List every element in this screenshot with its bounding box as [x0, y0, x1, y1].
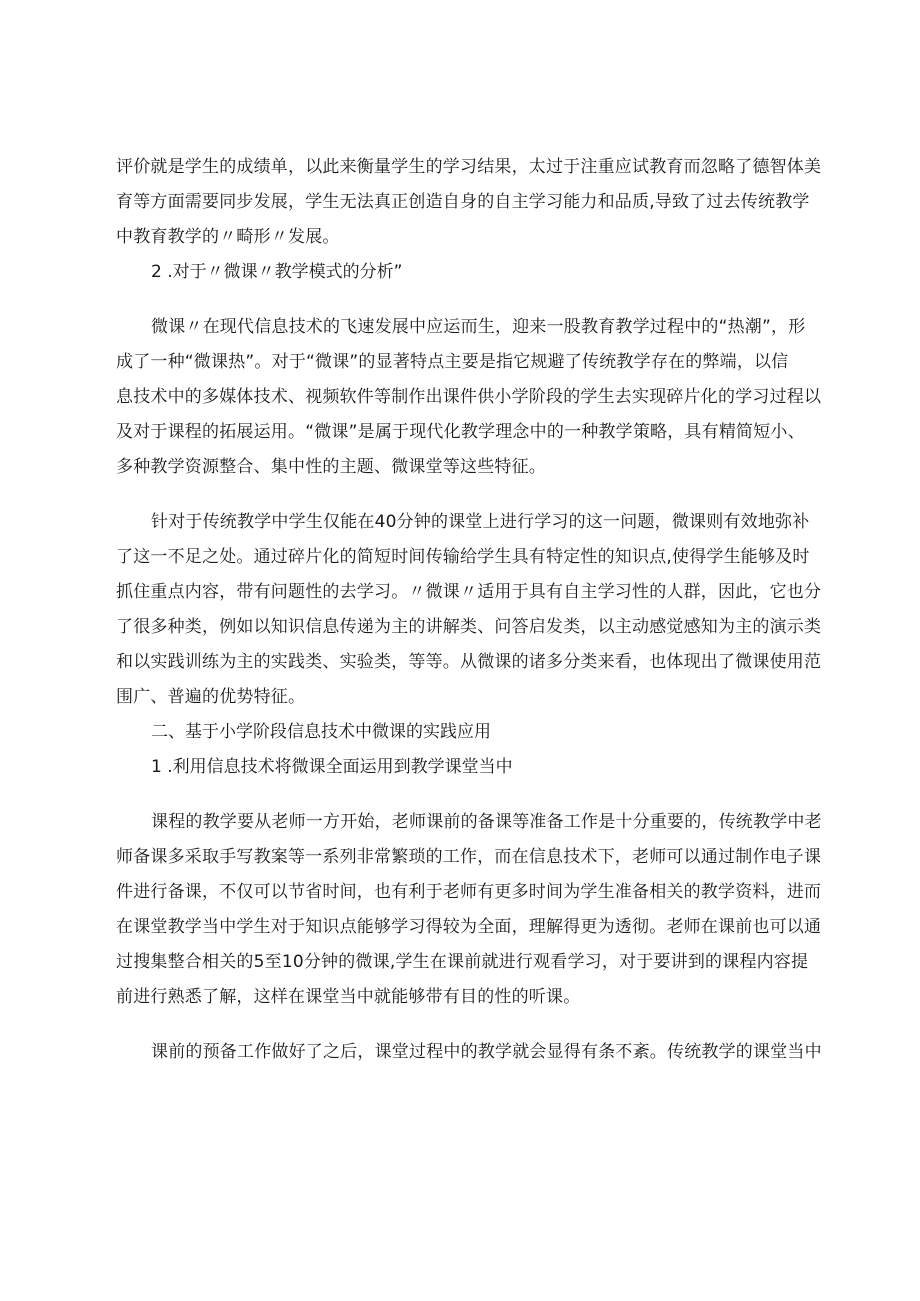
text-line: 多种教学资源整合、集中性的主题、微课堂等这些特征。	[116, 457, 546, 477]
text-line: 抓住重点内容，带有问题性的去学习。〃微课〃适用于具有自主学习性的人群，因此，它也分	[116, 582, 822, 602]
text-line: 课前的预备工作做好了之后，课堂过程中的教学就会显得有条不紊。传统教学的课堂当中	[151, 1042, 822, 1062]
text-line: 针对于传统教学中学生仅能在40分钟的课堂上进行学习的这一问题，微课则有效地弥补	[151, 512, 810, 532]
text-line: 及对于课程的拓展运用。“微课”是属于现代化教学理念中的一种教学策略，具有精简短小、	[116, 422, 805, 442]
text-line: 件进行备课，不仅可以节省时间，也有利于老师有更多时间为学生准备相关的教学资料，进而	[116, 882, 822, 902]
text-line: 育等方面需要同步发展，学生无法真正创造自身的自主学习能力和品质,导致了过去传统教学	[116, 192, 810, 212]
text-line: 息技术中的多媒体技术、视频软件等制作出课件供小学阶段的学生去实现碎片化的学习过程以	[116, 387, 822, 407]
subsection-heading-classroom-use: 1 .利用信息技术将微课全面运用到教学课堂当中	[151, 757, 513, 777]
text-line: 中教育教学的〃畸形〃发展。	[116, 227, 340, 247]
text-line: 了这一不足之处。通过碎片化的简短时间传输给学生具有特定性的知识点,使得学生能够及时	[116, 547, 810, 567]
text-line: 了很多种类，例如以知识信息传递为主的讲解类、问答启发类，以主动感觉感知为主的演示类	[116, 617, 822, 637]
text-line: 成了一种“微课热”。对于“微课”的显著特点主要是指它规避了传统教学存在的弊端，以信	[116, 352, 789, 372]
text-line: 师备课多采取手写教案等一系列非常繁琐的工作，而在信息技术下，老师可以通过制作电子课	[116, 847, 822, 867]
paragraph-lesson-preparation	[116, 805, 820, 1015]
text-line: 前进行熟悉了解，这样在课堂当中就能够带有目的性的听课。	[116, 987, 581, 1007]
text-line: 课程的教学要从老师一方开始，老师课前的备课等准备工作是十分重要的，传统教学中老	[151, 812, 822, 832]
section-heading-micro-lesson-analysis: 2 .对于〃微课〃教学模式的分析”	[151, 262, 403, 282]
paragraph-micro-lesson-types	[116, 505, 820, 715]
text-line: 围广、普遍的优势特征。	[116, 687, 306, 707]
text-line: 过搜集整合相关的5至10分钟的微课,学生在课前就进行观看学习，对于要讲到的课程内容提	[116, 952, 809, 972]
text-line: 评价就是学生的成绩单，以此来衡量学生的学习结果，太过于注重应试教育而忽略了德智体美	[116, 157, 822, 177]
text-line: 在课堂教学当中学生对于知识点能够学习得较为全面，理解得更为透彻。老师在课前也可以通	[116, 917, 822, 937]
paragraph-grading	[116, 150, 820, 255]
paragraph-classroom-process	[116, 1035, 820, 1070]
text-line: 和以实践训练为主的实践类、实验类，等等。从微课的诸多分类来看，也体现出了微课使用范	[116, 652, 822, 672]
section-heading-practice-application: 二、基于小学阶段信息技术中微课的实践应用	[151, 722, 491, 742]
paragraph-micro-lesson-intro	[116, 310, 820, 485]
text-line: 微课〃在现代信息技术的飞速发展中应运而生，迎来一股教育教学过程中的“热潮”，形	[151, 317, 806, 337]
